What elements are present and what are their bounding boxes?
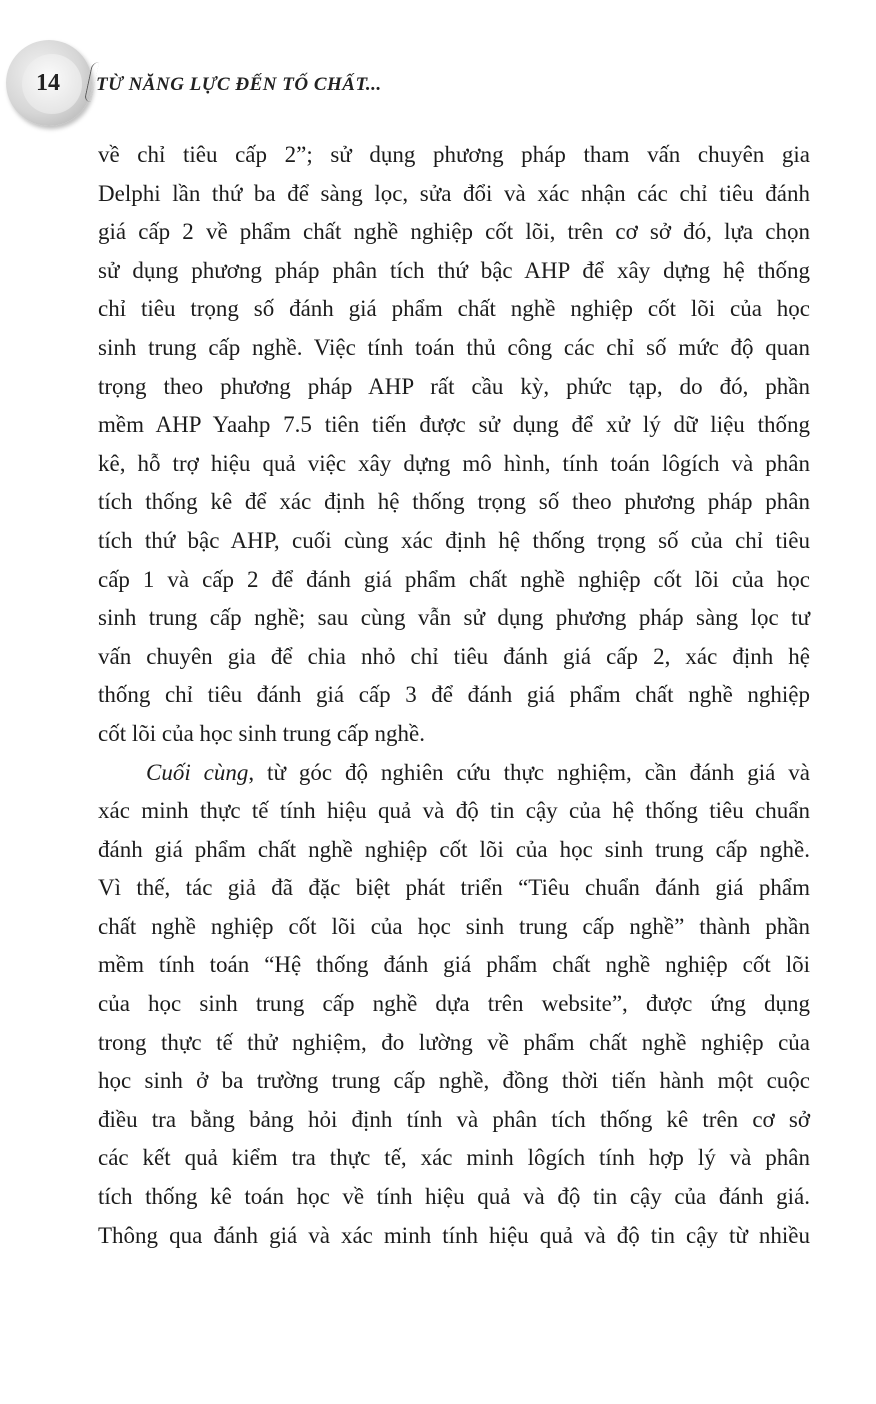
text-line: trọng theo phương pháp AHP rất cầu kỳ, phức tạp, do đó, phần	[98, 373, 810, 399]
text-line: chất nghề nghiệp cốt lõi của học sinh trung cấp nghề” thành phần	[98, 913, 810, 939]
text-line: về chỉ tiêu cấp 2”; sử dụng phương pháp tham vấn chuyên gia	[98, 142, 810, 167]
text-line: tích thứ bậc AHP, cuối cùng xác định hệ thống trọng số của chỉ tiêu	[98, 527, 810, 553]
text-line: học sinh ở ba trường trung cấp nghề, đồng thời tiến hành một cuộc	[98, 1068, 810, 1094]
text-line: tích thống kê để xác định hệ thống trọng số theo phương pháp phân	[98, 489, 810, 515]
text-line: sử dụng phương pháp phân tích thứ bậc AHP để xây dựng hệ thống	[98, 257, 810, 283]
text-line: của học sinh trung cấp nghề dựa trên website”, được ứng dụng	[98, 991, 810, 1017]
text-line	[98, 754, 810, 793]
text-line: điều tra bằng bảng hỏi định tính và phân tích thống kê trên cơ sở	[98, 1106, 810, 1132]
text-line: sinh trung cấp nghề. Việc tính toán thủ công các chỉ số mức độ quan	[98, 334, 810, 360]
text-line: mềm tính toán “Hệ thống đánh giá phẩm chất nghề nghiệp cốt lõi	[98, 952, 810, 978]
paragraph-2	[98, 754, 810, 1256]
text-line: Delphi lần thứ ba để sàng lọc, sửa đổi và xác nhận các chỉ tiêu đánh	[98, 180, 810, 206]
text-line: tích thống kê toán học về tính hiệu quả và độ tin cậy của đánh giá.	[98, 1184, 810, 1210]
text-line: chỉ tiêu trọng số đánh giá phẩm chất nghề nghiệp cốt lõi của học	[98, 296, 810, 322]
text-line: cấp 1 và cấp 2 để đánh giá phẩm chất nghề nghiệp cốt lõi của học	[98, 566, 810, 592]
body-text	[98, 136, 810, 1255]
paragraph-1	[98, 136, 810, 754]
page-header	[0, 0, 876, 130]
text-line: kê, hỗ trợ hiệu quả việc xây dựng mô hình, tính toán lôgích và phân	[98, 450, 810, 476]
text-line: trong thực tế thử nghiệm, đo lường về phẩm chất nghề nghiệp của	[98, 1029, 810, 1055]
page-number: 14	[36, 70, 60, 96]
text-line: vấn chuyên gia để chia nhỏ chỉ tiêu đánh giá cấp 2, xác định hệ	[98, 643, 810, 669]
text-line: mềm AHP Yaahp 7.5 tiên tiến được sử dụng để xử lý dữ liệu thống	[98, 412, 810, 438]
lead-italic: Cuối cùng	[146, 759, 249, 785]
text-line: sinh trung cấp nghề; sau cùng vẫn sử dụng phương pháp sàng lọc tư	[98, 605, 810, 631]
text-line: thống chỉ tiêu đánh giá cấp 3 để đánh giá phẩm chất nghề nghiệp	[98, 682, 810, 708]
text-line: giá cấp 2 về phẩm chất nghề nghiệp cốt lõi, trên cơ sở đó, lựa chọn	[98, 219, 810, 245]
first-line-rest: , từ góc độ nghiên cứu thực nghiệm, cần đánh giá và	[248, 759, 810, 785]
text-line: xác minh thực tế tính hiệu quả và độ tin cậy của hệ thống tiêu chuẩn	[98, 798, 810, 824]
text-line: Thông qua đánh giá và xác minh tính hiệu quả và độ tin cậy từ nhiều	[98, 1222, 810, 1248]
text-line: cốt lõi của học sinh trung cấp nghề.	[98, 720, 426, 746]
text-line: các kết quả kiểm tra thực tế, xác minh lôgích tính hợp lý và phân	[98, 1145, 810, 1171]
text-line: Vì thế, tác giả đã đặc biệt phát triển “Tiêu chuẩn đánh giá phẩm	[98, 875, 810, 901]
text-line: đánh giá phẩm chất nghề nghiệp cốt lõi của học sinh trung cấp nghề.	[98, 836, 810, 862]
running-head: TỪ NĂNG LỰC ĐẾN TỐ CHẤT...	[96, 74, 382, 95]
